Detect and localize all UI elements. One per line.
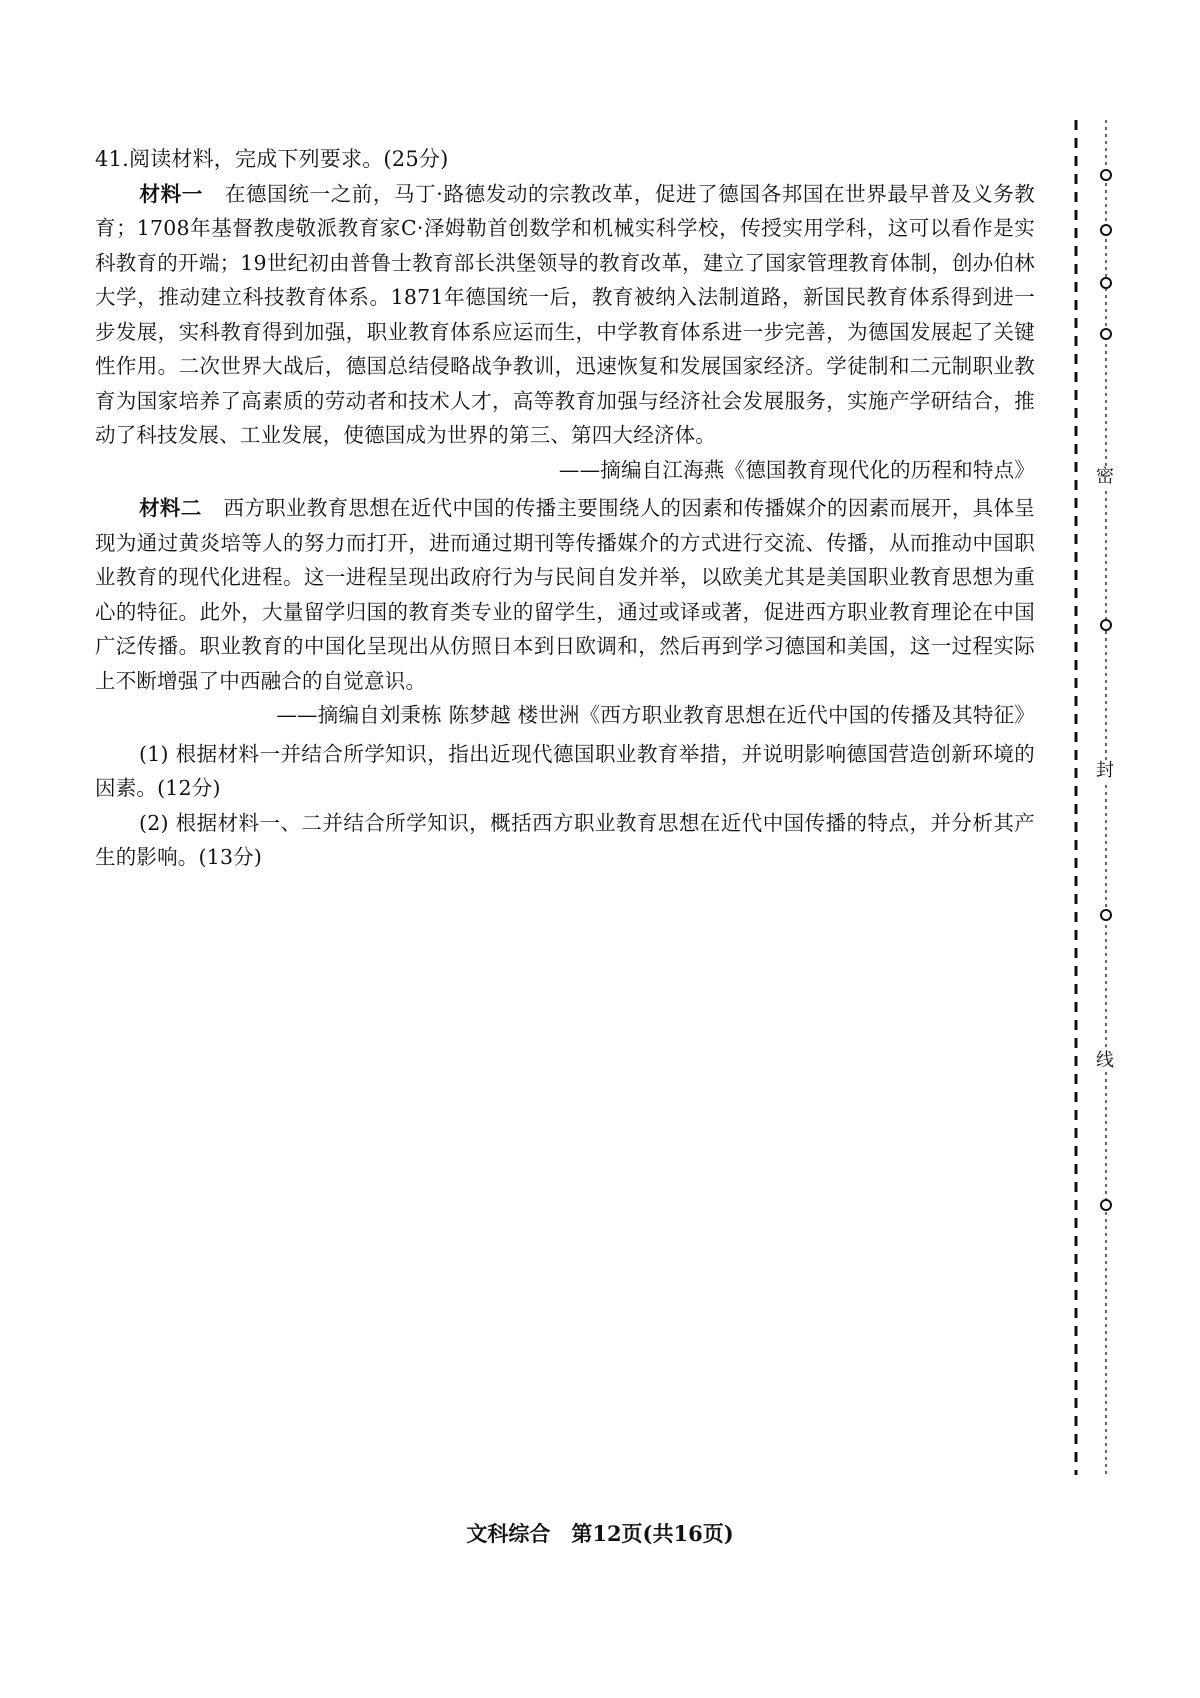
- material-1: [95, 177, 1035, 453]
- page-footer: 文科综合 第12页(共16页): [466, 1521, 734, 1546]
- material-2-text: 西方职业教育思想在近代中国的传播主要围绕人的因素和传播媒介的因素而展开，具体呈现为通过黄炎培等人的努力而打开，进而通过期刊等传播媒介的方式进行交流、传播，从而推动中国职业教育的现代化进程。这一进程呈现出政府行为与民间自发并举，以欧美尤其是美国职业教育思想为重心的特征。此外，大量留学归国的教育类专业的留学生，通过或译或著，促进西方职业教育理论在中国广泛传播。职业教育的中国化呈现出从仿照日本到日欧调和，然后再到学习德国和美国，这一过程实际上不断增强了中西融合的自觉意识。: [95, 496, 1035, 693]
- material-2-source: ——摘编自刘秉栋 陈梦越 楼世洲《西方职业教育思想在近代中国的传播及其特征》: [276, 703, 1035, 727]
- question-41: [95, 142, 1035, 875]
- seal-char-mi: 密: [1096, 466, 1114, 487]
- material-2-label: 材料二: [139, 496, 202, 520]
- question-title: 41.阅读材料，完成下列要求。(25分): [95, 147, 449, 171]
- material-1-text: 在德国统一之前，马丁·路德发动的宗教改革，促进了德国各邦国在世界最早普及义务教育；1708年基督教虔敬派教育家C·泽姆勒首创数学和机械实科学校，传授实用学科，这可以看作是实科教育的开端；19世纪初由普鲁士教育部长洪堡领导的教育改革，建立了国家管理教育体制，创办伯林大学，推动建立科技教育体系。1871年德国统一后，教育被纳入法制道路，新国民教育体系得到进一步发展，实科教育得到加强，职业教育体系应运而生，中学教育体系进一步完善，为德国发展起了关键性作用。二次世界大战后，德国总结侵略战争教训，迅速恢复和发展国家经济。学徒制和二元制职业教育为国家培养了高素质的劳动者和技术人才，高等教育加强与经济社会发展服务，实施产学研结合，推动了科技发展、工业发展，使德国成为世界的第三、第四大经济体。: [95, 181, 1035, 447]
- material-1-label: 材料一: [139, 181, 203, 206]
- sub-question-2: (2) 根据材料一、二并结合所学知识，概括西方职业教育思想在近代中国传播的特点，并分析其产生的影响。(13分): [95, 810, 1035, 869]
- seal-char-xian: 线: [1096, 1050, 1114, 1071]
- seal-char-feng: 封: [1096, 760, 1114, 781]
- binding-dashed-lines: [1060, 120, 1180, 1480]
- material-2: [95, 491, 1035, 698]
- seal-binding-line: [1060, 120, 1180, 1480]
- material-1-source: ——摘编自江海燕《德国教育现代化的历程和特点》: [558, 457, 1035, 482]
- sub-question-1: (1) 根据材料一并结合所学知识，指出近现代德国职业教育举措，并说明影响德国营造创新环境的因素。(12分): [95, 741, 1035, 800]
